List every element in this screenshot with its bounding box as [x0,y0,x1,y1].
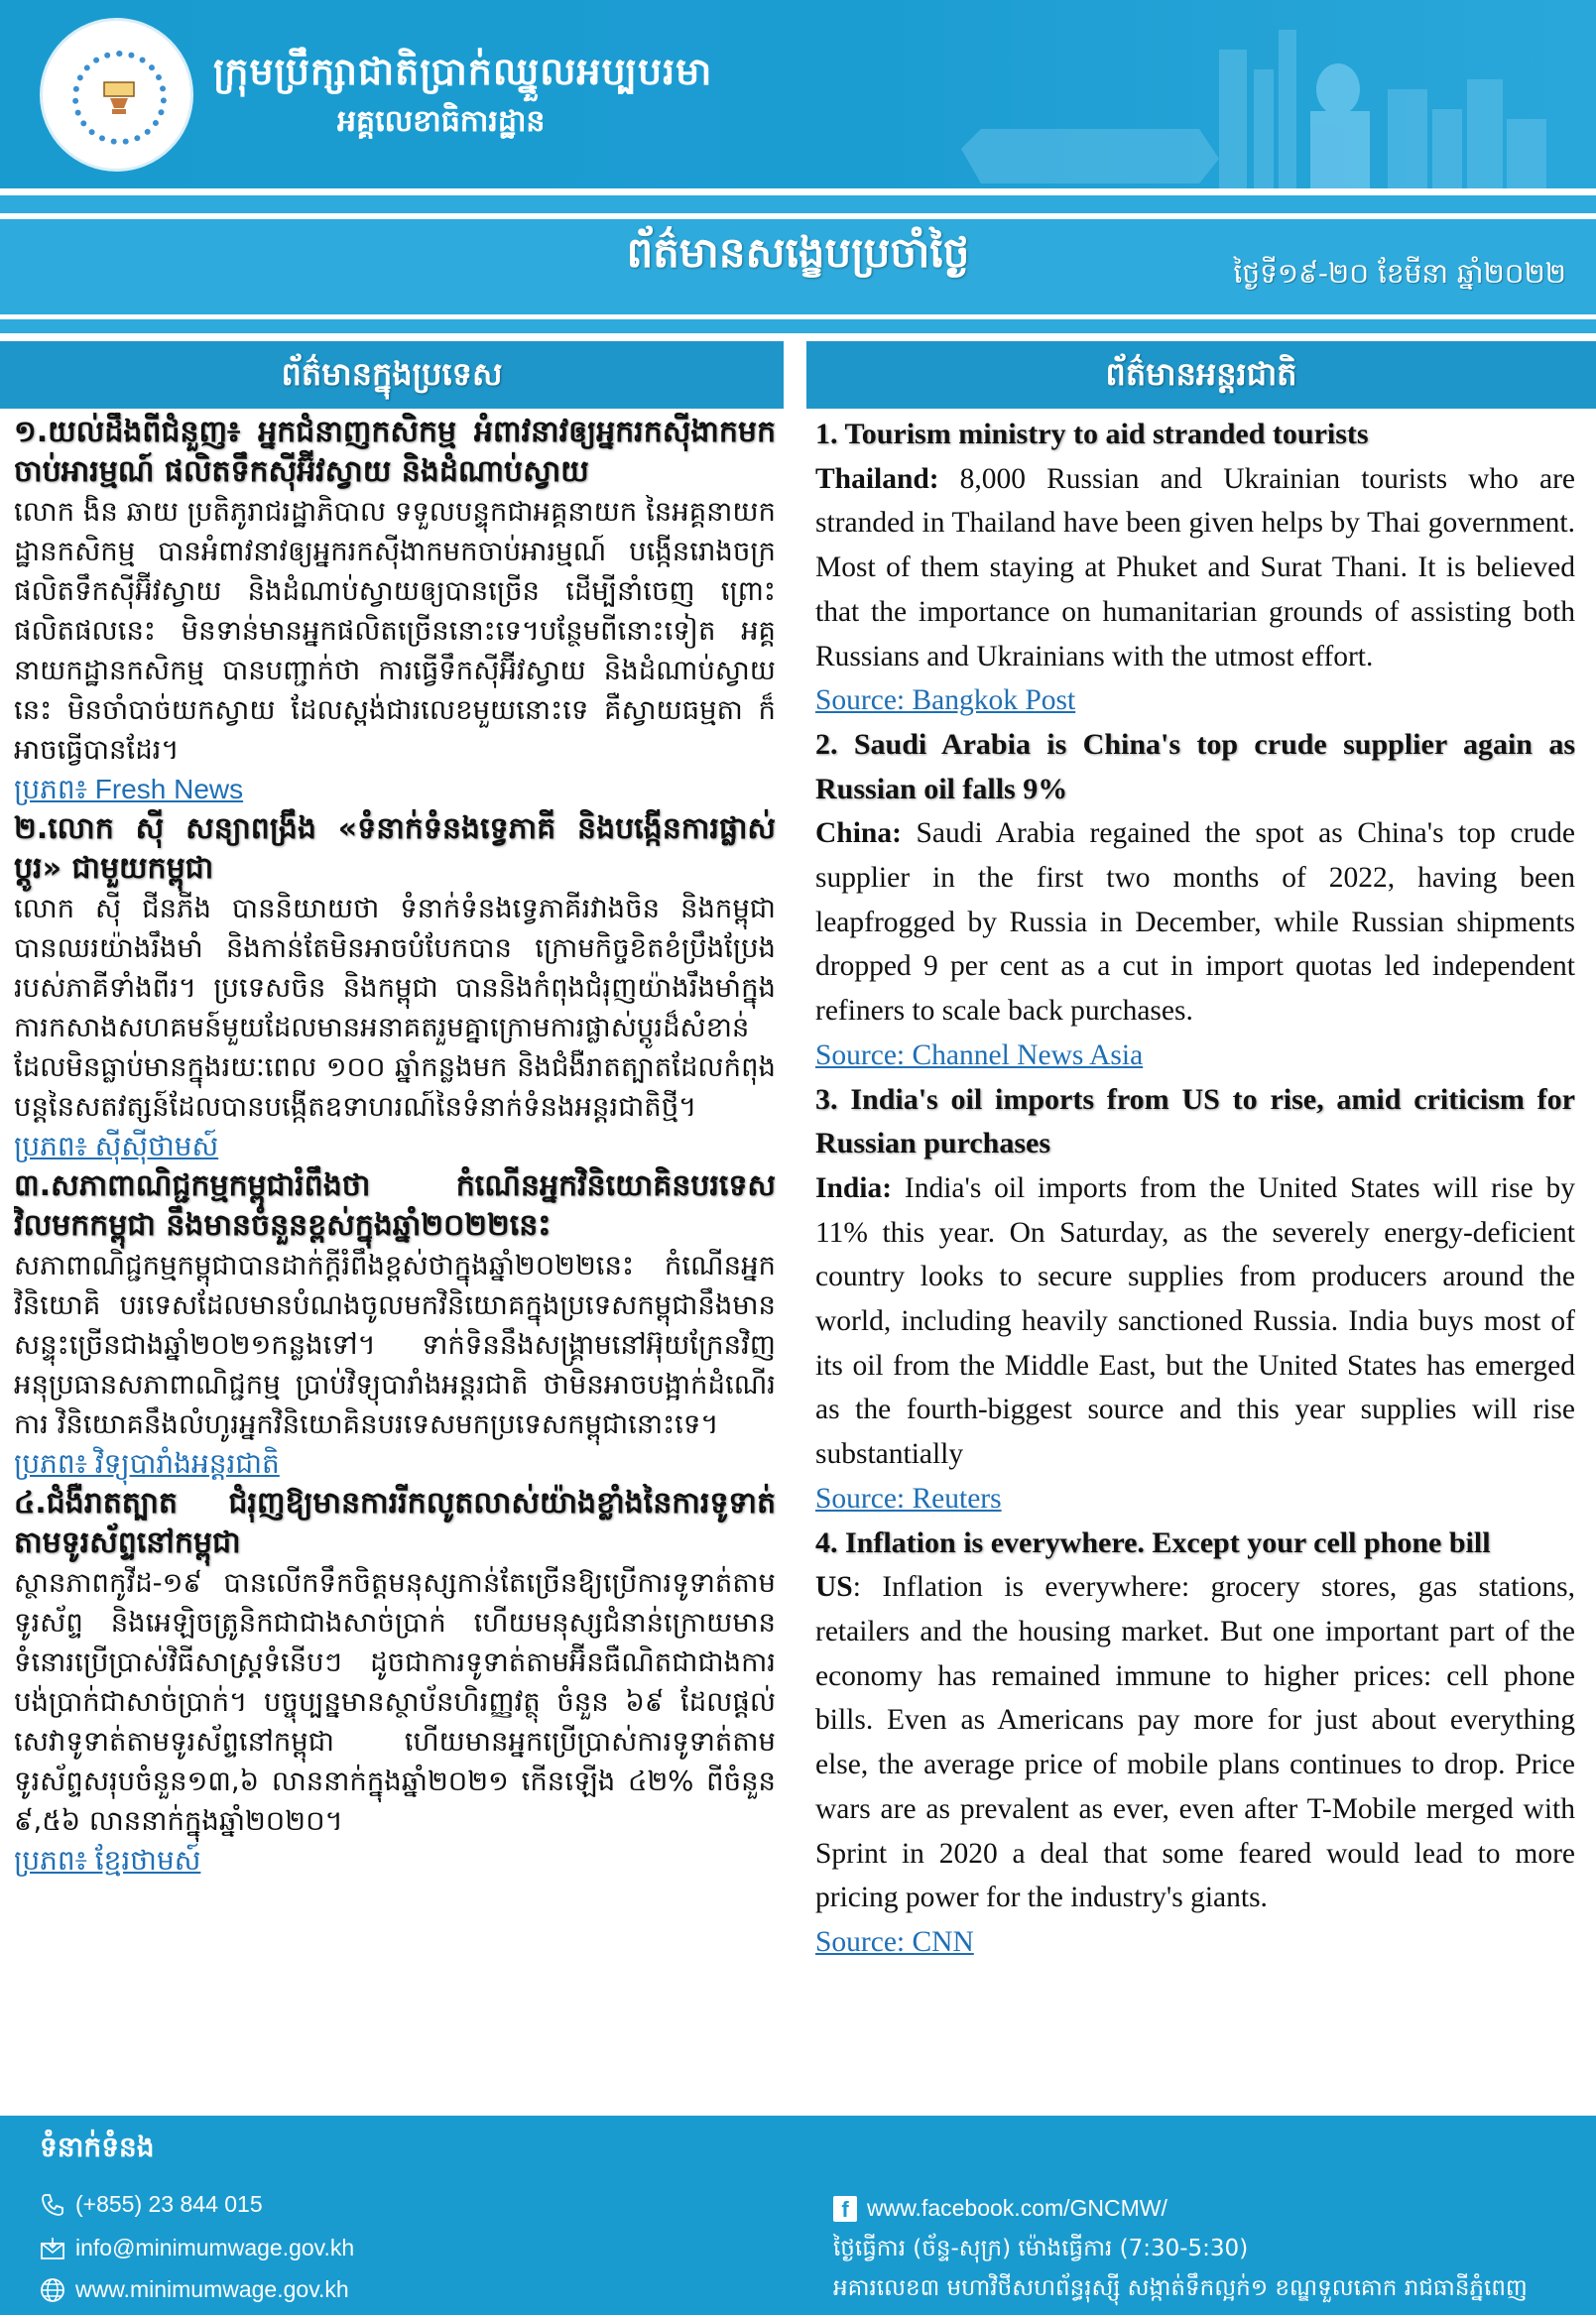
article-text: India's oil imports from the United States will rise by 11% this year. On Saturday, as the severely energy-deficient country looks to secure supplies from producers around the world, including heavily sanctioned Russia. India buys most of its oil from the Middle East, but the United States has emerged as the fourth-biggest source and this year supplies will rise substantially [815,1171,1575,1471]
international-article [815,413,1575,723]
article-title: ២.លោក ស៊ី សន្យាពង្រឹង «ទំនាក់ទំនងទ្វេភាគី និងបង្កើនការផ្លាស់ប្តូរ» ជាមួយកម្ពុជា [14,811,776,886]
newsletter-title: ព័ត៌មានសង្ខេបប្រចាំថ្ងៃ [626,228,970,277]
newsletter-date: ថ្ងៃទី១៩-២០ ខែមីនា ឆ្នាំ២០២២ [1233,257,1566,290]
article-source-link[interactable]: Source: Channel News Asia [815,1038,1144,1071]
domestic-article [14,1484,776,1881]
city-port-illustration [921,20,1556,188]
international-article [815,723,1575,1078]
article-source-link[interactable]: Source: Bangkok Post [815,684,1076,717]
article-body: ស្ថានភាពកូវីដ-១៩ បានលើកទឹកចិត្តមនុស្សកាន់តែច្រើនឱ្យប្រើការទូទាត់តាមទូរស័ព្ទ និងអេឡិចត្រូនិកជាជាងសាច់ប្រាក់ ហើយមនុស្សជំនាន់ក្រោយមានទំនោរប្រើប្រាស់វិធីសាស្ត្រទំនើបៗ ដូចជាការទូទាត់តាមអ៊ីនធឺណិតជាជាងការបង់ប្រាក់ជាសាច់ប្រាក់។ បច្ចុប្បន្នមានស្ថាប័នហិរញ្ញវត្ថុ ចំនួន ៦៩ ដែលផ្តល់សេវាទូទាត់តាមទូរស័ព្ទនៅកម្ពុជា ហើយមានអ្នកប្រើប្រាស់ការទូទាត់តាមទូរស័ព្ទសរុបចំនួន១៣,៦ លាននាក់ក្នុងឆ្នាំ២០២១ កើនឡើង ៤២% ពីចំនួន ៩,៥៦ លាននាក់ក្នុងឆ្នាំ២០២០។ [14,1567,776,1837]
article-source-link[interactable]: ប្រភព៖ ខ្មែរថាមស៍ [14,1845,201,1876]
contact-email [40,2235,354,2261]
phone-icon [40,2192,65,2218]
domestic-news-column [14,413,776,2109]
website-link[interactable]: www.minimumwage.gov.kh [75,2276,349,2302]
article-body [815,457,1575,679]
domestic-article [14,413,776,809]
article-country: US [815,1571,853,1604]
article-source-link[interactable]: ប្រភព៖ ស៊ីស៊ីថាមស៍ [14,1131,219,1161]
article-country: India: [815,1171,893,1204]
contact-facebook [833,2195,1167,2222]
working-hours: ថ្ងៃធ្វើការ (ច័ន្ទ-សុក្រ) ម៉ោងធ្វើការ (7:30-5:30) [833,2236,1249,2261]
article-body [815,1166,1575,1477]
article-country: China: [815,817,902,850]
phone-number[interactable]: (+855) 23 844 015 [75,2191,263,2217]
domestic-article [14,1166,776,1484]
article-text: 8,000 Russian and Ukrainian tourists who are stranded in Thailand have been given helps by Thai government. Most of them staying at Phuket and Surat Thani. It is believed that the importance on humanitarian grounds of assisting both Russians and Ukrainians with the utmost effort. [815,462,1575,672]
article-source-link[interactable]: Source: CNN [815,1925,974,1958]
article-body [815,811,1575,1034]
facebook-icon: f [833,2196,857,2222]
email-address[interactable]: info@minimumwage.gov.kh [75,2235,355,2260]
domestic-news-heading: ព័ត៌មានក្នុងប្រទេស [0,341,784,409]
article-body: សភាពាណិជ្ជកម្មកម្ពុជាបានដាក់ក្តីរំពឹងខ្ពស់ថាក្នុងឆ្នាំ២០២២នេះ កំណើនអ្នកវិនិយោគិ បរទេសដែលមានបំណងចូលមកវិនិយោគក្នុងប្រទេសកម្ពុជានឹងមានសន្ទុះច្រើនជាងឆ្នាំ២០២១កន្លងទៅ។ ទាក់ទិននឹងសង្គ្រាមនៅអ៊ុយក្រែនវិញ អនុប្រធានសភាពាណិជ្ជកម្ម ប្រាប់វិទ្យុបារាំងអន្តរជាតិ ថាមិនអាចបង្អាក់ដំណើរការ វិនិយោគនឹងលំហូរអ្នកវិនិយោគិនបរទេសមកប្រទេសកម្ពុជានោះទេ។ [14,1250,776,1440]
article-country: Thailand: [815,462,939,495]
office-address: អគារលេខ៣ មហាវិថីសហព័ន្ធរុស្ស៊ី សង្កាត់ទឹកល្អក់១ ខណ្ឌទួលគោក រាជធានីភ្នំពេញ [833,2275,1528,2301]
article-title: 3. India's oil imports from US to rise, amid criticism for Russian purchases [815,1082,1575,1160]
article-title: 2. Saudi Arabia is China's top crude supplier again as Russian oil falls 9% [815,727,1575,805]
logo-emblem [40,18,193,172]
article-body [815,1565,1575,1920]
globe-icon [40,2277,65,2303]
article-title: 4. Inflation is everywhere. Except your cell phone bill [815,1525,1491,1559]
contact-phone [40,2191,263,2218]
contact-website [40,2276,349,2303]
decorative-band-bottom [0,319,1596,333]
international-news-heading: ព័ត៌មានអន្តរជាតិ [806,341,1596,409]
organization-name: ក្រុមប្រឹក្សាជាតិប្រាក់ឈ្នួលអប្បបរមា [213,50,713,93]
article-title: ៤.ជំងឺរាតត្បាត ជំរុញឱ្យមានការរីកលូតលាស់យ៉ាងខ្លាំងនៃការទូទាត់តាមទូរស័ព្ទនៅកម្ពុជា [14,1486,776,1560]
article-source-link[interactable]: Source: Reuters [815,1482,1002,1515]
domestic-article [14,809,776,1166]
article-body: លោក ងិន ឆាយ ប្រតិភូរាជរដ្ឋាភិបាល ទទួលបន្ទុកជាអគ្គនាយក នៃអគ្គនាយកដ្ឋានកសិកម្ម បានអំពាវនាវឲ្យអ្នករកស៊ីងាកមកចាប់អារម្មណ៍ បង្កើនរោងចក្រផលិតទឹកស៊ីអ៊ីវស្វាយ និងដំណាប់ស្វាយឲ្យបានច្រើន ដើម្បីនាំចេញ ព្រោះផលិតផលនេះ មិនទាន់មានអ្នកផលិតច្រើននោះទេ។បន្ថែមពីនោះទៀត អគ្គនាយកដ្ឋានកសិកម្ម បានបញ្ជាក់ថា ការធ្វើទឹកស៊ីអ៊ីវស្វាយ និងដំណាប់ស្វាយនេះ មិនចាំបាច់យកស្វាយ ដែលស្ពង់ជារលេខមួយនោះទេ គឺស្វាយធម្មតា ក៏អាចធ្វើបានដែរ។ [14,496,776,766]
header-banner [0,0,1596,188]
international-news-column [815,413,1575,2109]
article-title: ១.យល់ដឹងពីជំនួញ៖ អ្នកជំនាញកសិកម្ម អំពាវនាវឲ្យអ្នករកស៊ីងាកមកចាប់អារម្មណ៍ ផលិតទឹកស៊ីអ៊ីវស្វាយ និងដំណាប់ស្វាយ [14,415,776,489]
organization-subtitle: អគ្គលេខាធិការដ្ឋាន [337,104,546,139]
logo-book-cup-icon [102,80,136,116]
article-title: ៣.សភាពាណិជ្ជកម្មកម្ពុជារំពឹងថា កំណើនអ្នកវិនិយោគិនបរទេសវិលមកកម្ពុជា នឹងមានចំនួនខ្ពស់ក្នុងឆ្នាំ២០២២នេះ [14,1168,776,1243]
article-body: លោក ស៊ី ជីនភីង បាននិយាយថា ទំនាក់ទំនងទ្វេភាគីរវាងចិន និងកម្ពុជា បានឈរយ៉ាងរឹងមាំ និងកាន់តែមិនអាចបំបែកបាន ក្រោមកិច្ចខិតខំប្រឹងប្រែងរបស់ភាគីទាំងពីរ។ ប្រទេសចិន និងកម្ពុជា បាននិងកំពុងជំរុញយ៉ាងរឹងមាំក្នុងការកសាងសហគមន៍មួយដែលមានអនាគតរួមគ្នាក្រោមការផ្លាស់ប្តូរដ៏សំខាន់ដែលមិនធ្លាប់មានក្នុងរយៈពេល ១០០ ឆ្នាំកន្លងមក និងជំងឺរាតត្បាតដែលកំពុងបន្តនៃសតវត្សន៍ដែលបានបង្កើតឧទាហរណ៍នៃទំនាក់ទំនងអន្តរជាតិថ្មី។ [14,893,776,1123]
article-source-link[interactable]: ប្រភព៖ Fresh News [14,774,244,804]
international-article [815,1522,1575,1965]
decorative-band-top [0,195,1596,213]
article-source-link[interactable]: ប្រភព៖ វិទ្យុបារាំងអន្តរជាតិ [14,1448,280,1479]
article-title: 1. Tourism ministry to aid stranded tourists [815,418,1369,450]
mail-icon [40,2236,65,2261]
international-article [815,1078,1575,1522]
article-text: : Inflation is everywhere: grocery stores, gas stations, retailers and the housing market. But one important part of the economy has remained immune to higher prices: cell phone bills. Even as Americans pay more for just about everything else, the average price of mobile plans continues to drop. Price wars are as prevalent as ever, even after T-Mobile merged with Sprint in 2020 a deal that some feared would lead to more pricing power for the industry's giants. [815,1571,1575,1914]
facebook-link[interactable]: www.facebook.com/GNCMW/ [867,2195,1167,2221]
contact-title: ទំនាក់ទំនង [40,2131,155,2163]
article-text: Saudi Arabia regained the spot as China's top crude supplier in the first two months of 2022, having been leapfrogged by Russia in December, while Russian shipments dropped 9 per cent as a cut in import quotas led independent refiners to scale back purchases. [815,817,1575,1028]
footer-contact [0,2116,1596,2315]
